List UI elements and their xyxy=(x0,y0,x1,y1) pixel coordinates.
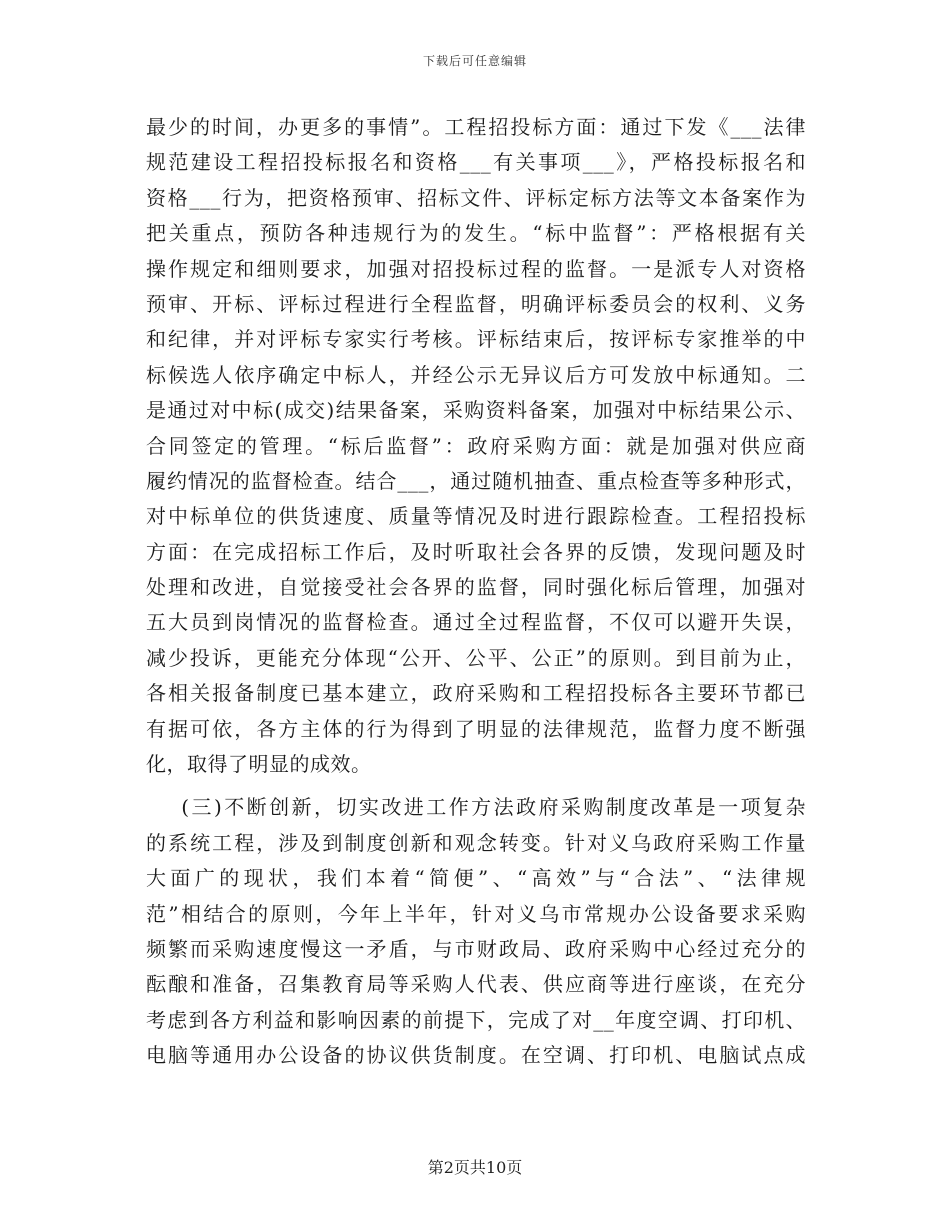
text-line: 标候选人依序确定中标人，并经公示无异议后方可发放中标通知。二 xyxy=(146,362,806,387)
page-header: 下载后可任意编辑 xyxy=(422,54,527,68)
text-line: 的系统工程，涉及到制度创新和观念转变。针对义乌政府采购工作量 xyxy=(146,830,806,855)
text-line: 各相关报备制度已基本建立，政府采购和工程招投标各主要环节都已 xyxy=(146,681,806,706)
paragraph-1 xyxy=(146,110,806,782)
text-line: 五大员到岗情况的监督检查。通过全过程监督，不仅可以避开失误， xyxy=(146,610,806,635)
text-line: 操作规定和细则要求，加强对招投标过程的监督。一是派专人对资格 xyxy=(146,256,806,281)
text-line: 规范建设工程招投标报名和资格___有关事项___》，严格投标报名和 xyxy=(146,150,806,175)
text-line: 化，取得了明显的成效。 xyxy=(146,752,372,777)
text-line: 最少的时间，办更多的事情”。工程招投标方面：通过下发《___法律 xyxy=(146,115,806,139)
text-line: 处理和改进，自觉接受社会各界的监督，同时强化标后管理，加强对 xyxy=(146,575,806,600)
text-line: 大面广的现状，我们本着“简便”、“高效”与“合法”、“法律规 xyxy=(146,866,806,891)
text-line: 减少投诉，更能充分体现“公开、公平、公正”的原则。到目前为止， xyxy=(146,645,806,670)
paragraph-spacer xyxy=(146,782,806,790)
text-line: 对中标单位的供货速度、质量等情况及时进行跟踪检查。工程招投标 xyxy=(146,504,806,529)
document-body xyxy=(146,110,806,1074)
text-line: 资格___行为，把资格预审、招标文件、评标定标方法等文本备案作为 xyxy=(146,185,806,210)
page-footer: 第2页共10页 xyxy=(427,1158,523,1177)
text-line: (三)不断创新，切实改进工作方法政府采购制度改革是一项复杂 xyxy=(146,795,806,820)
text-line: 有据可依，各方主体的行为得到了明显的法律规范，监督力度不断强 xyxy=(146,716,806,741)
text-line: 把关重点，预防各种违规行为的发生。“标中监督”：严格根据有关 xyxy=(146,221,806,246)
text-line: 考虑到各方利益和影响因素的前提下，完成了对__年度空调、打印机、 xyxy=(146,1007,806,1032)
text-line: 是通过对中标(成交)结果备案，采购资料备案，加强对中标结果公示、 xyxy=(146,398,806,423)
text-line: 范”相结合的原则，今年上半年，针对义乌市常规办公设备要求采购 xyxy=(146,901,806,926)
paragraph-2 xyxy=(146,790,806,1073)
text-line: 合同签定的管理。“标后监督”：政府采购方面：就是加强对供应商 xyxy=(146,433,806,458)
text-line: 和纪律，并对评标专家实行考核。评标结束后，按评标专家推举的中 xyxy=(146,327,806,352)
text-line: 履约情况的监督检查。结合___，通过随机抽查、重点检查等多种形式， xyxy=(146,468,806,493)
text-line: 预审、开标、评标过程进行全程监督，明确评标委员会的权利、义务 xyxy=(146,291,806,316)
text-line: 酝酿和准备，召集教育局等采购人代表、供应商等进行座谈，在充分 xyxy=(146,972,806,997)
text-line: 方面：在完成招标工作后，及时听取社会各界的反馈，发现问题及时 xyxy=(146,539,806,564)
text-line: 频繁而采购速度慢这一矛盾，与市财政局、政府采购中心经过充分的 xyxy=(146,936,806,961)
text-line: 电脑等通用办公设备的协议供货制度。在空调、打印机、电脑试点成 xyxy=(146,1043,806,1068)
